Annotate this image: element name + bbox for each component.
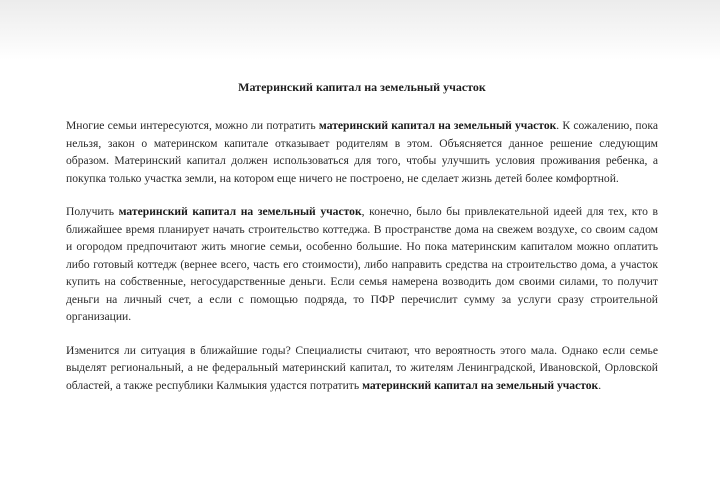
paragraph-3-text-end: . <box>598 378 602 392</box>
paragraph-1 <box>66 117 658 187</box>
paragraph-1-bold-phrase: материнский капитал на земельный участок <box>318 119 557 132</box>
paragraph-2 <box>66 203 658 326</box>
paragraph-3-bold-phrase: материнский капитал на земельный участок <box>362 378 599 392</box>
paragraph-1-text: Многие семьи интересуются, можно ли потратить <box>66 119 319 132</box>
article <box>66 80 658 410</box>
paragraph-2-text: Получить <box>66 205 119 218</box>
paragraph-3 <box>66 342 658 395</box>
paragraph-2-bold-phrase: материнский капитал на земельный участок <box>118 205 362 218</box>
paragraph-1-text-continued: . К сожалению, пока нельзя, закон о материнском капитале отказывает родителям в этом. Объясняется данное решение следующим образом. Материнский капитал должен использоваться для того, чтобы улучшить условия проживания ребенка, а покупка только участка земли, на котором еще ничего не построено, не сделает жизнь детей более комфортной. <box>66 119 658 185</box>
document-title: Материнский капитал на земельный участок <box>238 80 486 94</box>
page-top-shading <box>0 0 720 60</box>
paragraph-3-text: Изменится ли ситуация в ближайшие годы? Специалисты считают, что вероятность этого мала. Однако если семье выделят региональный, а не федеральный материнский капитал, то жителям Ленинградской, Ивановской, Орловской областей, а также республики Калмыкия удастся потратить <box>66 343 658 392</box>
paragraph-2-text-continued: , конечно, было бы привлекательной идеей для тех, кто в ближайшее время планирует начать строительство коттеджа. В пространстве дома на свежем воздухе, со своим садом и огородом предпочитают жить многие семьи, особенно большие. Но пока материнским капиталом можно оплатить либо готовый коттедж (вернее всего, часть его стоимости), либо направить средства на строительство дома, а участок купить на собственные, негосударственные деньги. Если семья намерена возводить дом своими силами, то получит деньги на личный счет, а если с помощью подряда, то ПФР перечислит сумму за услуги сразу строительной организации. <box>66 205 658 323</box>
